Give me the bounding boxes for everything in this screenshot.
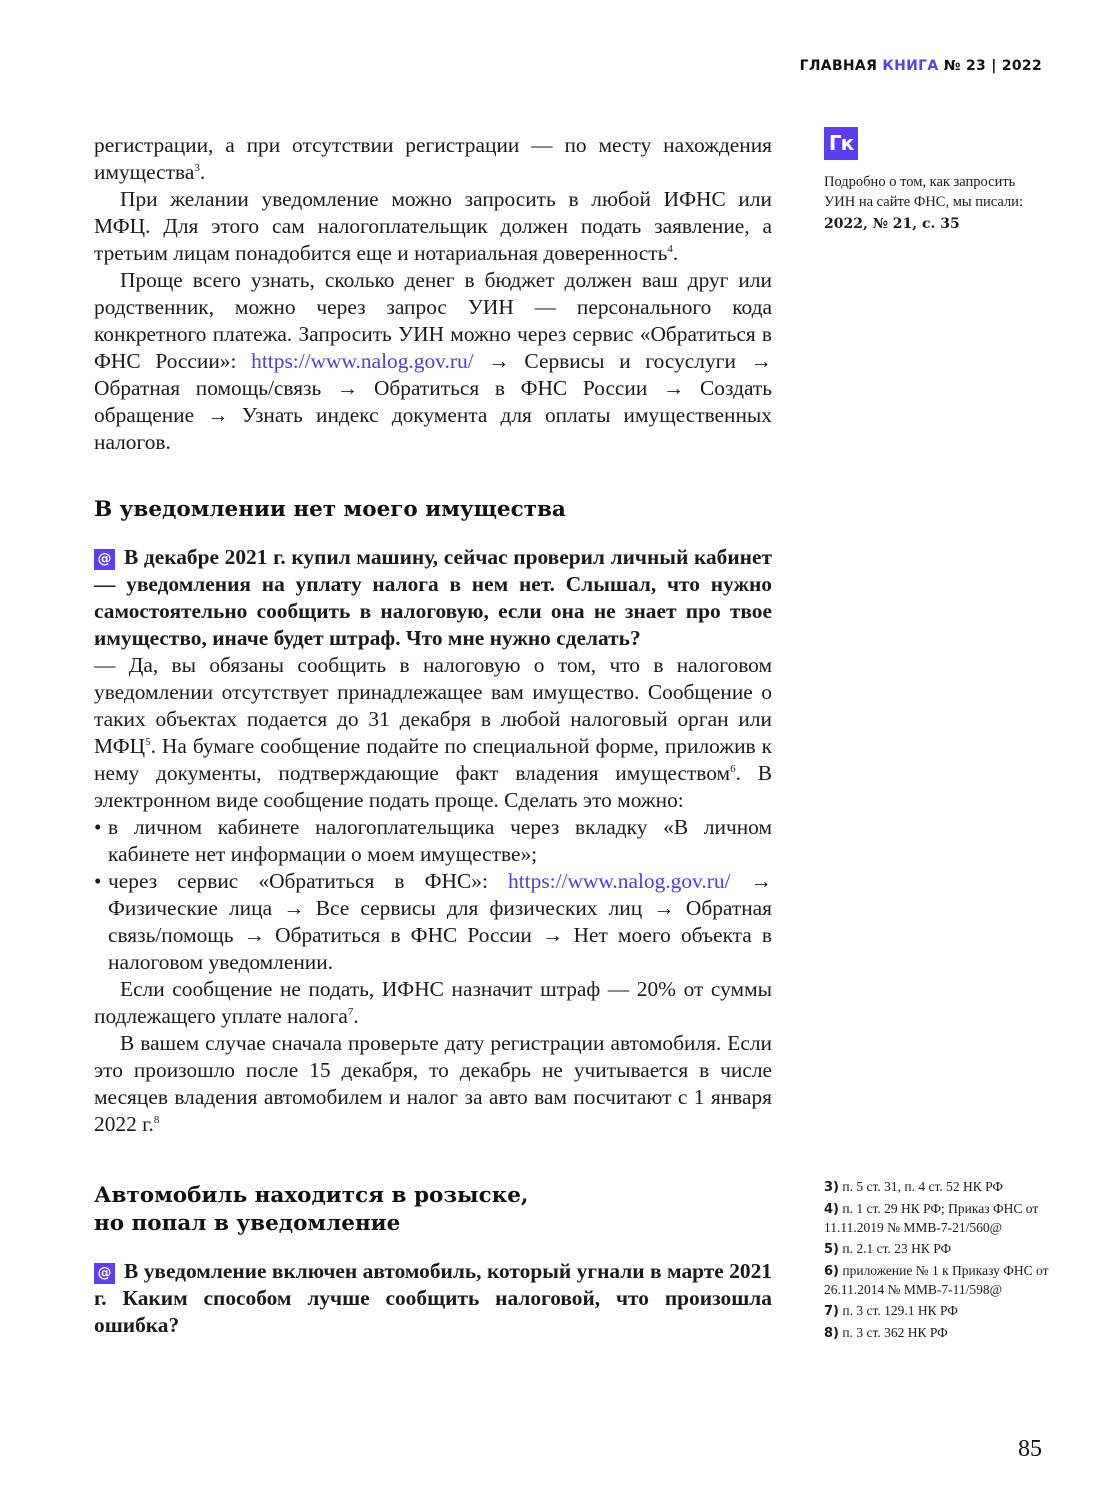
reader-question: @ В уведомление включен автомобиль, который угнали в марте 2021 г. Каким способом лучше сообщить налоговой, что произошла ошибка? [94,1259,772,1337]
footnote-ref: 4 [667,242,673,255]
list-item: • через сервис «Обратиться в ФНС»: https://www.nalog.gov.ru/ → Физические лица → Все сервисы для физических лиц → Обратная связь/помощь → Обратиться в ФНС России → Нет моего объекта в налоговом уведомлении. [94,868,772,976]
paragraph: При желании уведомление можно запросить в любой ИФНС или МФЦ. Для этого сам налогоплательщик должен подать заявление, а третьим лицам понадобится еще и нотариальная доверенность$^4$. [94,187,772,265]
section-heading: В уведомлении нет моего имущества [94,497,566,522]
section-heading: Автомобиль находится в розыске, но попал в уведомление [94,1183,529,1236]
running-header [800,58,1042,74]
footnote-ref: 7 [347,1005,354,1018]
article-body [94,132,772,1339]
paragraph-uin: Проще всего узнать, сколько денег в бюджет должен ваш друг или родственник, можно через запрос УИН — персонального кода конкретного платежа. Запросить УИН можно через сервис «Обратиться в ФНС России»: https://www.nalog.gov.ru/ → Сервисы и госуслуги → Обратная помощь/связь → Обратиться в ФНС России → Создать обращение → Узнать индекс документа для оплаты имущественных налогов. [94,268,772,454]
paragraph: В вашем случае сначала проверьте дату регистрации автомобиля. Если это произошло после 15 декабря, то декабрь не учитывается в числе месяцев владения автомобилем и налог за авто вам посчитают с 1 января 2022 г.$^8$ [94,1031,772,1136]
footnote: 8) п. 3 ст. 362 НК РФ [824,1325,948,1341]
list-item: • в личном кабинете налогоплательщика через вкладку «В личном кабинете нет информации о моем имуществе»; [94,814,772,868]
footnote-ref: 8 [153,1113,160,1126]
footnote-ref: 3 [194,161,200,174]
sidebar-note [824,172,1049,234]
at-sign-icon: @ [94,549,115,570]
issue-number: № 23 | 2022 [943,58,1042,74]
footnote: 7) п. 3 ст. 129.1 НК РФ [824,1303,958,1319]
at-sign-icon: @ [94,1263,115,1284]
sidebar-note-text: Подробно о том, как запросить УИН на сайте ФНС, мы писали: [824,174,1023,210]
footnote: 6) приложение № 1 к Приказу ФНС от 26.11.2014 № ММВ-7-11/598@ [824,1263,1049,1297]
reader-question: @ В декабре 2021 г. купил машину, сейчас проверил личный кабинет — уведомления на уплату налога в нем нет. Слышал, что нужно самостоятельно сообщить в налоговую, если она не знает про твое имущество, иначе будет штраф. Что мне нужно сделать? [94,545,772,650]
answer-paragraph: — Да, вы обязаны сообщить в налоговую о том, что в налоговом уведомлении отсутствует принадлежащее вам имущество. Сообщение о таких объектах подается до 31 декабря в любой налоговый орган или МФЦ$^5$. На бумаге сообщение подайте по специальной форме, приложив к нему документы, подтверждающие факт владения имуществом$^6$. В электронном виде сообщение подать проще. Сделать это можно: [94,653,772,812]
footnote: 4) п. 1 ст. 29 НК РФ; Приказ ФНС от 11.11.2019 № ММВ-7-21/560@ [824,1201,1039,1235]
gk-logo-icon: Гк [824,127,858,160]
footnote: 5) п. 2.1 ст. 23 НК РФ [824,1241,952,1257]
page-number: 85 [1018,1436,1042,1462]
sidebar-note-reference: 2022, № 21, с. 35 [824,216,960,232]
footnote: 3) п. 5 ст. 31, п. 4 ст. 52 НК РФ [824,1179,1004,1195]
paragraph: регистрации, а при отсутствии регистрации — по месту нахождения имущества$^3$. [94,133,772,184]
footnote-ref: 6 [730,762,736,775]
footnotes [824,1178,1049,1346]
nalog-link[interactable]: https://www.nalog.gov.ru/ [251,349,474,373]
bullet-list [94,814,772,976]
footnote-ref: 5 [145,735,151,748]
brand-name-part1: ГЛАВНАЯ [799,58,878,74]
paragraph: Если сообщение не подать, ИФНС назначит штраф — 20% от суммы подлежащего уплате налога$^7$. [94,977,772,1028]
nalog-link[interactable]: https://www.nalog.gov.ru/ [508,869,731,893]
brand-name-part2: КНИГА [882,58,939,74]
